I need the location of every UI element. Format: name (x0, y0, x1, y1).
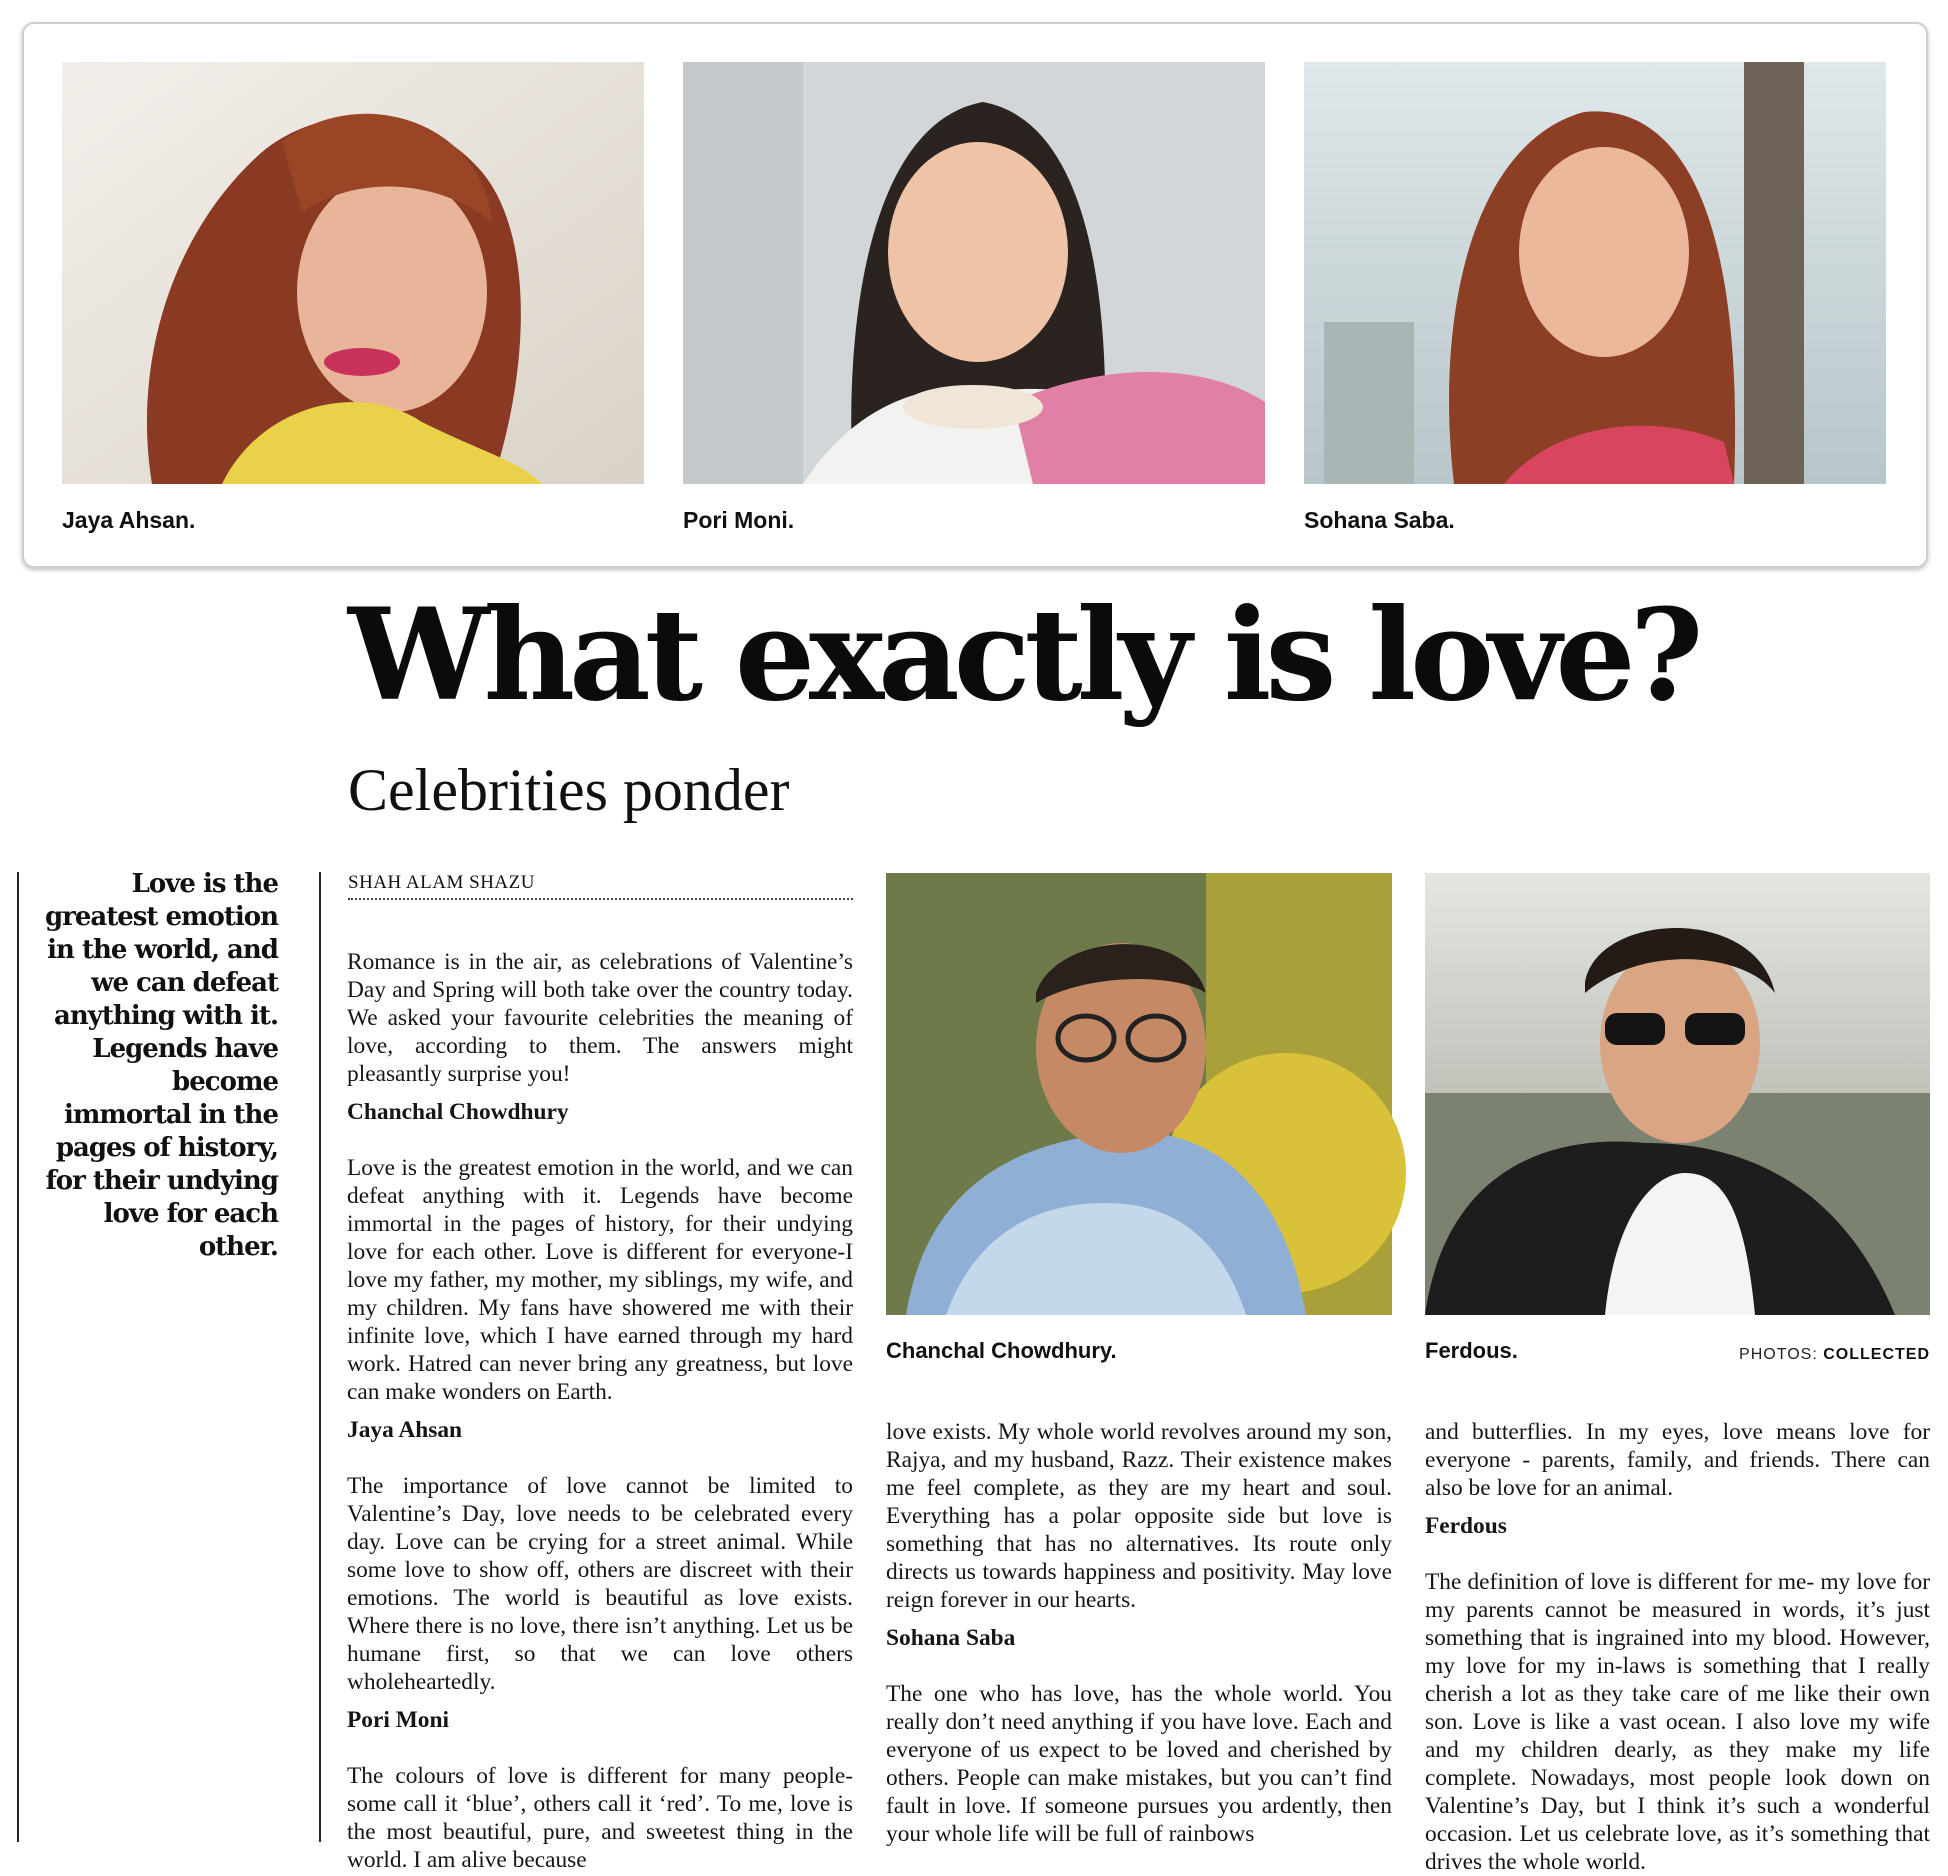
left-column-rule (17, 872, 19, 1842)
sohana-paragraph-part-1: The one who has love, has the whole world. You really don’t need anything if you have love. Each and everyone of us expect to be loved and cherished by others. People can make mistakes, but you can’t find fault in love. If someone pursues you ardently, then your whole life will be full of rainbows (886, 1681, 1392, 1847)
photo-pori-moni (683, 62, 1265, 484)
photo-ferdous (1425, 873, 1930, 1315)
pori-paragraph-part-2: love exists. My whole world revolves around my son, Rajya, and my husband, Razz. Their existence makes me feel complete, as they are my heart and soul. Everything has a polar opposite side but love is something that has no alternatives. Its route only directs us towards happiness and positivity. May love reign forever in our hearts. (886, 1419, 1392, 1613)
caption-ferdous: Ferdous. (1425, 1338, 1518, 1363)
photo-chanchal-chowdhury (886, 873, 1392, 1315)
heading-ferdous: Ferdous (1425, 1513, 1507, 1539)
article-column-3 (1425, 1390, 1930, 1875)
sohana-paragraph-part-2: and butterflies. In my eyes, love means love for everyone - parents, family, and friends. There can also be love for an animal. (1425, 1419, 1930, 1501)
heading-sohana-saba: Sohana Saba (886, 1625, 1016, 1651)
ferdous-paragraph: The definition of love is different for me- my love for my parents cannot be measured in words, it’s just something that is ingrained into my blood. However, my love for my in-laws is something that I really cherish a lot as they take care of me like their own son. Love is like a vast ocean. I also love my wife and my children dearly, as they make my life complete. Nowadays, most people look down on Valentine’s Day, but I think it’s such a wonderful occasion. Let us celebrate love, as it’s something that drives the whole world. (1425, 1569, 1930, 1875)
chanchal-paragraph: Love is the greatest emotion in the world, and we can defeat anything with it. Legends have become immortal in the pages of history, for their undying love for each other. Love is different for everyone-I love my father, my mother, my siblings, my wife, and my children. My fans have showered me with their infinite love, which I have earned through my hard work. Hatred can never bring any greatness, but love can make wonders on Earth. (347, 1155, 853, 1405)
photo-jaya-ahsan (62, 62, 644, 484)
jaya-paragraph: The importance of love cannot be limited to Valentine’s Day, love needs to be celebrated every day. Love can be crying for a street animal. While some love to show off, others are discreet with their emotions. The world is beautiful as love exists. Where there is no love, there isn’t anything. Let us be humane first, so that we can love others wholeheartedly. (347, 1473, 853, 1695)
heading-pori-moni: Pori Moni (347, 1707, 449, 1733)
pull-quote: Love is the greatest emotion in the world, and we can defeat anything with it. Legends have become immortal in the pages of history, for their undying love for each other. (44, 869, 278, 1262)
caption-chanchal-chowdhury: Chanchal Chowdhury. (886, 1338, 1117, 1363)
byline: SHAH ALAM SHAZU (348, 872, 853, 900)
pori-paragraph-part-1: The colours of love is different for many people- some call it ‘blue’, others call it ‘red’. To me, love is the most beautiful, pure, and sweetest thing in the world. I am alive because (347, 1763, 853, 1873)
photo-sohana-saba (1304, 62, 1886, 484)
photo-credit (1739, 1346, 1930, 1364)
headline: What exactly is love? (348, 581, 1698, 729)
heading-jaya-ahsan: Jaya Ahsan (347, 1417, 463, 1443)
pull-quote-rule (319, 872, 321, 1842)
caption-jaya-ahsan: Jaya Ahsan. (62, 507, 196, 533)
photo-credit-label: PHOTOS: (1739, 1346, 1818, 1363)
article-column-2 (886, 1390, 1392, 1847)
caption-pori-moni: Pori Moni. (683, 507, 795, 533)
article-column-1 (347, 920, 853, 1873)
caption-sohana-saba: Sohana Saba. (1304, 507, 1455, 533)
subheadline: Celebrities ponder (348, 757, 790, 823)
heading-chanchal-chowdhury: Chanchal Chowdhury (347, 1099, 569, 1125)
intro-paragraph: Romance is in the air, as celebrations of Valentine’s Day and Spring will both take over the country today. We asked your favourite celebrities the meaning of love, according to them. The answers might pleasantly surprise you! (347, 949, 853, 1087)
photo-credit-value: COLLECTED (1823, 1346, 1930, 1363)
